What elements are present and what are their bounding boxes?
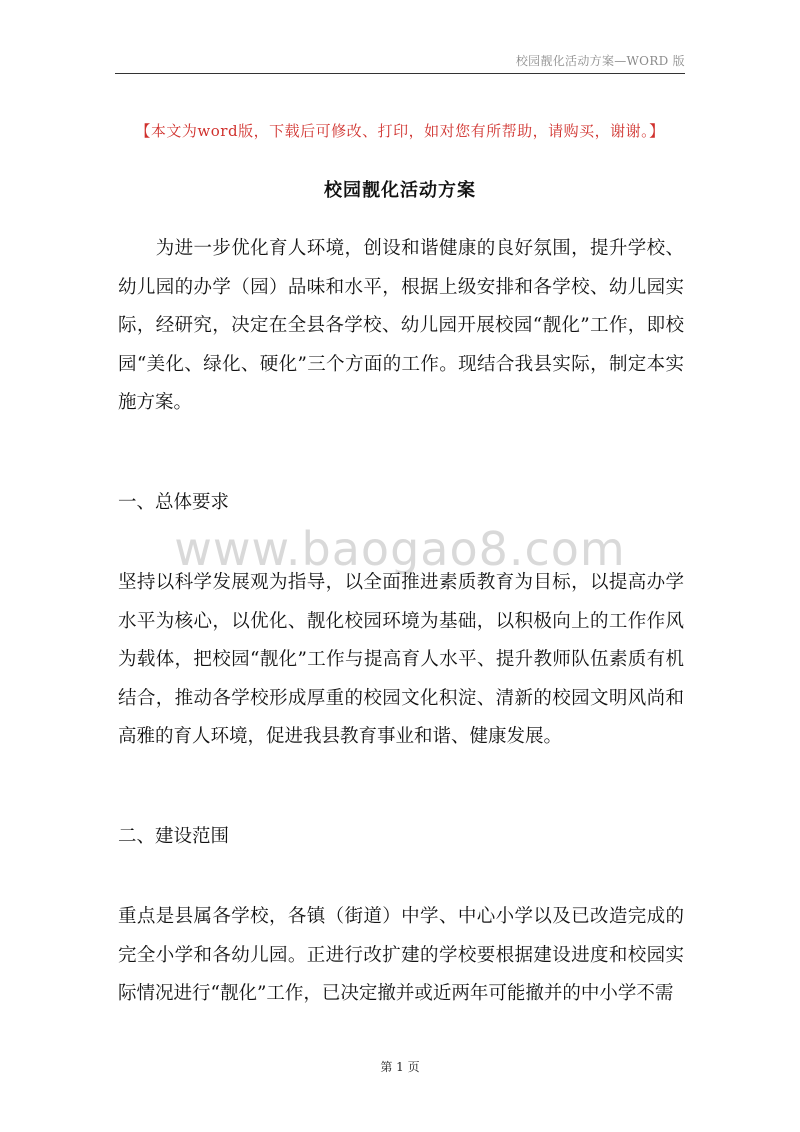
watermark: www.baogao8.com xyxy=(174,522,626,576)
section-body-1: 坚持以科学发展观为指导，以全面推进素质教育为目标，以提高办学水平为核心，以优化、靓化校园环境为基础，以积极向上的工作作风为载体，把校园“靓化”工作与提高育人水平、提升教师队伍素质有机结合，推动各学校形成厚重的校园文化积淀、清新的校园文明风尚和高雅的育人环境，促进我县教育事业和谐、健康发展。 xyxy=(118,572,684,747)
intro-paragraph: 为进一步优化育人环境，创设和谐健康的良好氛围，提升学校、幼儿园的办学（园）品味和水平，根据上级安排和各学校、幼儿园实际，经研究，决定在全县各学校、幼儿园开展校园“靓化”工作，即校园“美化、绿化、硬化”三个方面的工作。现结合我县实际，制定本实施方案。 xyxy=(118,238,684,413)
purchase-notice: 【本文为word版，下载后可修改、打印，如对您有所帮助，请购买，谢谢。】 xyxy=(135,122,665,140)
section-heading-2: 二、建设范围 xyxy=(118,826,230,847)
running-header: 校园靓化活动方案—WORD 版 xyxy=(515,54,685,68)
header-divider xyxy=(115,73,685,74)
section-body-2: 重点是县属各学校，各镇（街道）中学、中心小学以及已改造完成的完全小学和各幼儿园。正进行改扩建的学校要根据建设进度和校园实际情况进行“靓化”工作，已决定撤并或近两年可能撤并的中小学不需 xyxy=(118,906,684,1004)
section-heading-1: 一、总体要求 xyxy=(118,492,230,513)
document-title: 校园靓化活动方案 xyxy=(324,180,476,201)
page-number: 第 1 页 xyxy=(380,1060,420,1074)
